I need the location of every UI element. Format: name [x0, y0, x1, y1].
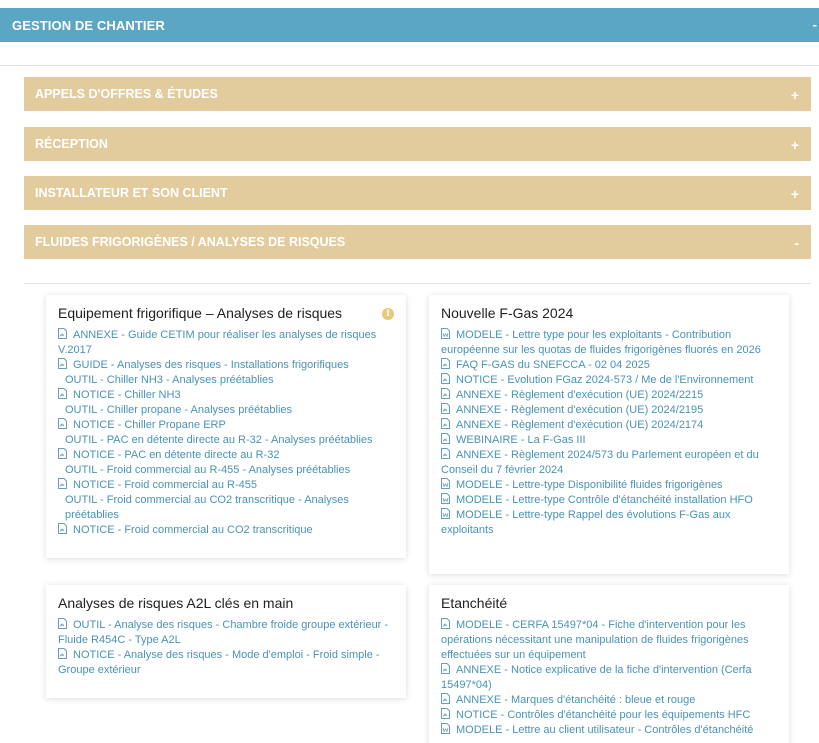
document-link-text[interactable]: ANNEXE - Règlement 2024/573 du Parlement européen et du Conseil du 7 février 2024 — [441, 449, 759, 476]
pdf-file-icon — [58, 618, 67, 629]
accordion-label: RÉCEPTION — [35, 137, 108, 151]
pdf-file-icon — [441, 373, 450, 384]
pdf-file-icon — [441, 693, 450, 704]
document-link-text[interactable]: ANNEXE - Notice explicative de la fiche d'intervention (Cerfa 15497*04) — [441, 664, 752, 691]
document-link-text[interactable]: OUTIL - Analyse des risques - Chambre froide groupe extérieur - Fluide R454C - Type A2L — [58, 619, 389, 646]
word-file-icon — [441, 508, 450, 519]
pdf-file-icon — [58, 523, 67, 534]
document-link[interactable] — [441, 328, 777, 358]
expand-toggle[interactable]: + — [790, 186, 799, 202]
document-link[interactable] — [58, 418, 394, 433]
pdf-file-icon — [58, 388, 67, 399]
document-link[interactable] — [441, 403, 777, 418]
document-link[interactable] — [441, 663, 777, 693]
collapse-toggle[interactable]: - — [812, 17, 817, 32]
document-link[interactable] — [441, 358, 777, 373]
word-file-icon — [441, 478, 450, 489]
document-link-text[interactable]: GUIDE - Analyses des risques - Installations frigorifiques — [73, 359, 349, 371]
card-title: Etanchéité — [441, 595, 508, 611]
document-link[interactable] — [441, 493, 777, 508]
document-link-text[interactable]: OUTIL - Froid commercial au R-455 - Analyses préétablies — [65, 464, 351, 476]
document-list — [441, 618, 777, 738]
document-link[interactable] — [58, 433, 394, 448]
document-link[interactable] — [58, 618, 394, 648]
document-link[interactable] — [441, 373, 777, 388]
word-file-icon — [441, 723, 450, 734]
document-link-text[interactable]: NOTICE - Froid commercial au CO2 transcritique — [73, 524, 313, 536]
document-list — [441, 328, 777, 538]
document-link[interactable] — [441, 478, 777, 493]
document-link[interactable] — [58, 388, 394, 403]
document-link-text[interactable]: MODELE - Lettre-type Contrôle d'étanchéité installation HFO — [456, 494, 753, 506]
document-link[interactable] — [441, 708, 777, 723]
card-equipement-frigorifique — [46, 295, 406, 558]
document-link-text[interactable]: NOTICE - Contrôles d'étanchéité pour les équipements HFC — [456, 709, 751, 721]
accordion-body — [24, 259, 811, 284]
document-link-text[interactable]: MODELE - Lettre-type Disponibilité fluides frigorigènes — [456, 479, 723, 491]
expand-toggle[interactable]: + — [790, 87, 799, 103]
pdf-file-icon — [58, 328, 67, 339]
accordion-label: INSTALLATEUR ET SON CLIENT — [35, 186, 228, 200]
document-link[interactable] — [58, 403, 394, 418]
document-link[interactable] — [58, 478, 394, 493]
document-link-text[interactable]: NOTICE - Chiller Propane ERP — [73, 419, 226, 431]
accordion-installateur[interactable] — [24, 176, 811, 210]
word-file-icon — [441, 328, 450, 339]
document-link-text[interactable]: ANNEXE - Règlement d'exécution (UE) 2024/2215 — [456, 389, 704, 401]
accordion-appels-offres[interactable] — [24, 77, 811, 111]
card-etancheite — [429, 585, 789, 743]
accordion-label: APPELS D'OFFRES & ÉTUDES — [35, 87, 218, 101]
document-link[interactable] — [441, 618, 777, 663]
document-link[interactable] — [441, 418, 777, 433]
expand-toggle[interactable]: + — [790, 137, 799, 153]
document-link[interactable] — [441, 388, 777, 403]
document-link-text[interactable]: ANNEXE - Règlement d'exécution (UE) 2024/2195 — [456, 404, 704, 416]
card-title: Nouvelle F-Gas 2024 — [441, 305, 574, 321]
document-link-text[interactable]: OUTIL - Chiller NH3 - Analyses préétablies — [65, 374, 274, 386]
pdf-file-icon — [58, 478, 67, 489]
document-link[interactable] — [441, 693, 777, 708]
document-link-text[interactable]: OUTIL - Froid commercial au CO2 transcritique - Analyses préétablies — [65, 494, 349, 521]
pdf-file-icon — [441, 448, 450, 459]
document-link[interactable] — [58, 448, 394, 463]
document-link-text[interactable]: ANNEXE - Règlement d'exécution (UE) 2024/2174 — [456, 419, 704, 431]
document-link-text[interactable]: NOTICE - Froid commercial au R-455 — [73, 479, 257, 491]
pdf-file-icon — [441, 388, 450, 399]
document-link[interactable] — [58, 493, 394, 523]
document-link-text[interactable]: WEBINAIRE - La F-Gas III — [456, 434, 586, 446]
document-list — [58, 618, 394, 678]
pdf-file-icon — [441, 403, 450, 414]
document-link[interactable] — [441, 508, 777, 538]
document-link[interactable] — [441, 448, 777, 478]
card-nouvelle-fgas — [429, 295, 789, 574]
pdf-file-icon — [441, 358, 450, 369]
document-list — [58, 328, 394, 538]
document-link-text[interactable]: NOTICE - Analyse des risques - Mode d'emploi - Froid simple - Groupe extérieur — [58, 649, 380, 676]
pdf-file-icon — [58, 648, 67, 659]
document-link[interactable] — [58, 463, 394, 478]
pdf-file-icon — [441, 433, 450, 444]
document-link[interactable] — [441, 723, 777, 738]
document-link-text[interactable]: MODELE - CERFA 15497*04 - Fiche d'intervention pour les opérations nécessitant une manipulation de fluides frigorigènes effectuées sur un équipement — [441, 619, 749, 661]
document-link[interactable] — [58, 328, 394, 358]
accordion-label: FLUIDES FRIGORIGÈNES / ANALYSES DE RISQUES — [35, 235, 346, 249]
document-link[interactable] — [58, 358, 394, 373]
document-link[interactable] — [58, 523, 394, 538]
word-file-icon — [441, 493, 450, 504]
card-title: Analyses de risques A2L clés en main — [58, 595, 294, 611]
document-link[interactable] — [58, 373, 394, 388]
pdf-file-icon — [441, 418, 450, 429]
pdf-file-icon — [58, 448, 67, 459]
document-link-text[interactable]: OUTIL - Chiller propane - Analyses préétablies — [65, 404, 293, 416]
info-icon[interactable]: i — [382, 308, 394, 320]
document-link-text[interactable]: FAQ F-GAS du SNEFCCA - 02 04 2025 — [456, 359, 650, 371]
pdf-file-icon — [58, 418, 67, 429]
accordion-reception[interactable] — [24, 127, 811, 161]
document-link-text[interactable]: ANNEXE - Guide CETIM pour réaliser les analyses de risques V.2017 — [58, 329, 377, 356]
gestion-de-chantier-header[interactable] — [0, 8, 819, 42]
header-title: GESTION DE CHANTIER — [12, 17, 165, 33]
document-link[interactable] — [58, 648, 394, 678]
pdf-file-icon — [441, 708, 450, 719]
document-link[interactable] — [441, 433, 777, 448]
pdf-file-icon — [58, 358, 67, 369]
card-title: Equipement frigorifique – Analyses de risques i — [58, 305, 394, 322]
document-link-text[interactable]: OUTIL - PAC en détente directe au R-32 - Analyses préétablies — [65, 434, 373, 446]
document-link-text[interactable]: NOTICE - Chiller NH3 — [73, 389, 181, 401]
document-link-text[interactable]: ANNEXE - Marques d'étanchéité : bleue et rouge — [456, 694, 696, 706]
document-link-text[interactable]: NOTICE - Evolution FGaz 2024-573 / Me de l'Environnement — [456, 374, 754, 386]
document-link-text[interactable]: MODELE - Lettre-type Rappel des évolutions F-Gas aux exploitants — [441, 509, 731, 536]
document-link-text[interactable]: MODELE - Lettre type pour les exploitants - Contribution européenne sur les quotas de fluides frigorigènes fluorés en 2026 — [441, 329, 761, 356]
card-analyses-a2l — [46, 585, 406, 698]
accordion-fluides-frigorigenes[interactable] — [24, 225, 811, 259]
header-body — [0, 42, 819, 66]
document-link-text[interactable]: NOTICE - PAC en détente directe au R-32 — [73, 449, 280, 461]
pdf-file-icon — [441, 618, 450, 629]
pdf-file-icon — [441, 663, 450, 674]
collapse-toggle[interactable]: - — [794, 235, 799, 251]
document-link-text[interactable]: MODELE - Lettre au client utilisateur - Contrôles d'étanchéité — [456, 724, 754, 736]
